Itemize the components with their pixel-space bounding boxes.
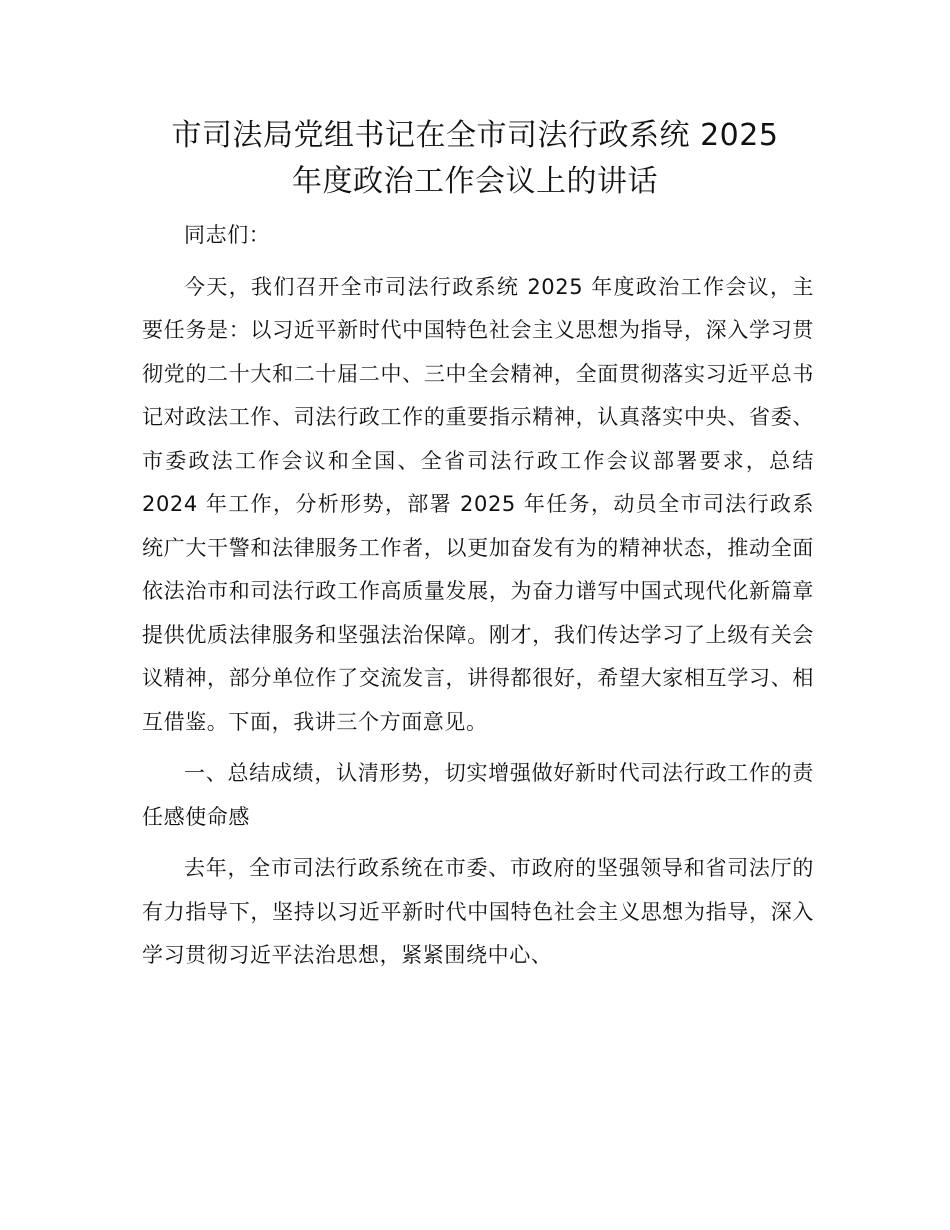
paragraph-2: 去年，全市司法行政系统在市委、市政府的坚强领导和省司法厅的有力指导下，坚持以习近平新时代中国特色社会主义思想为指导，深入学习贯彻习近平法治思想，紧紧围绕中心、 bbox=[142, 856, 814, 967]
document-title bbox=[120, 113, 830, 205]
salutation: 同志们： bbox=[184, 223, 271, 247]
document-body bbox=[142, 214, 814, 978]
section-heading-1: 一、总结成绩，认清形势，切实增强做好新时代司法行政工作的责任感使命感 bbox=[142, 761, 814, 829]
paragraph-1: 今天，我们召开全市司法行政系统 2025 年度政治工作会议，主要任务是：以习近平新时代中国特色社会主义思想为指导，深入学习贯彻党的二十大和二十届二中、三中全会精神，全面贯彻落实习近平总书记对政法工作、司法行政工作的重要指示精神，认真落实中央、省委、市委政法工作会议和全国、全省司法行政工作会议部署要求，总结 2024 年工作，分析形势，部署 2025 年任务，动员全市司法行政系统广大干警和法律服务工作者，以更加奋发有为的精神状态，推动全面依法治市和司法行政工作高质量发展，为奋力谱写中国式现代化新篇章提供优质法律服务和坚强法治保障。刚才，我们传达学习了上级有关会议精神，部分单位作了交流发言，讲得都很好，希望大家相互学习、相互借鉴。下面，我讲三个方面意见。 bbox=[142, 274, 814, 734]
title-line-1: 市司法局党组书记在全市司法行政系统 2025 bbox=[171, 118, 779, 153]
title-line-2: 年度政治工作会议上的讲话 bbox=[292, 164, 658, 199]
